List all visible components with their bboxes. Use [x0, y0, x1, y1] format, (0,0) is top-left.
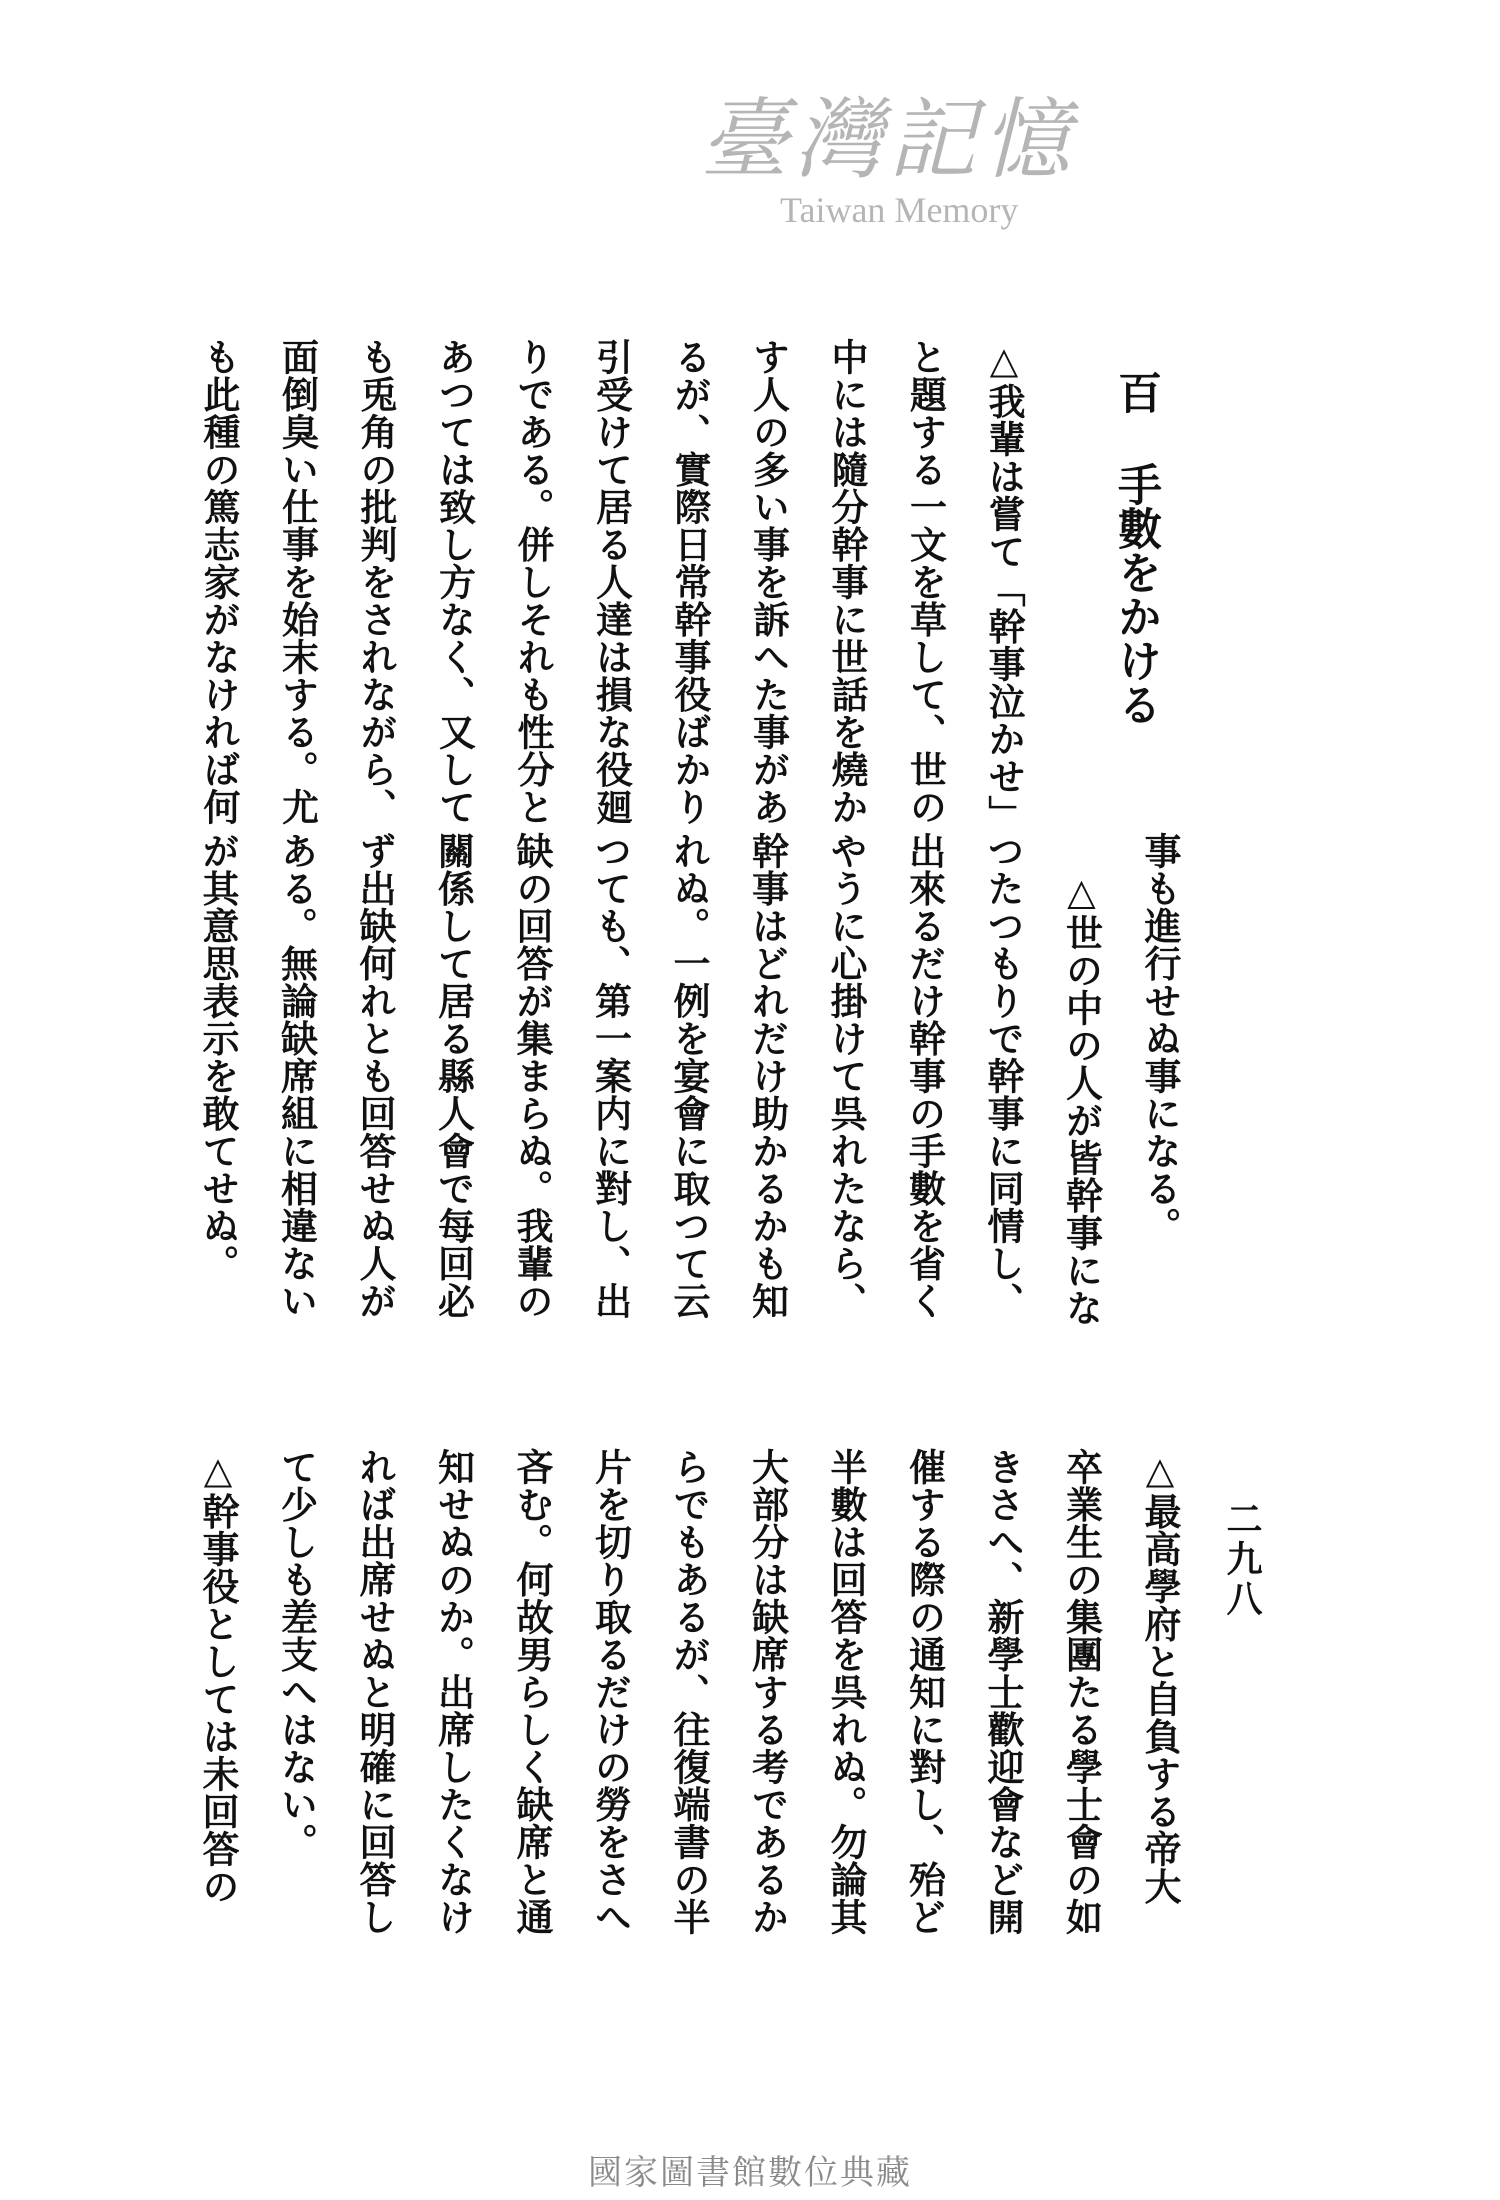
watermark-chinese: 臺灣記憶: [700, 88, 1077, 191]
footer-credit: 國家圖書館數位典藏: [588, 2153, 912, 2193]
text-column: 幹事はどれだけ助かるかも知: [745, 832, 790, 1320]
text-column: も此種の篤志家がなければ何: [197, 338, 241, 826]
text-column: つても、第一案内に對し、出: [588, 832, 633, 1320]
text-column: 中には隨分幹事に世話を燒か: [825, 338, 869, 826]
text-column: 關係して居る縣人會で每回必: [431, 832, 476, 1320]
text-column: す人の多い事を訴へた事があ: [746, 338, 791, 826]
text-column: て少しも差支へはない。: [274, 1448, 319, 1861]
text-column: やうに心掛けて呉れたなら、: [824, 832, 868, 1320]
text-column: 催する際の通知に對し、殆ど: [902, 1448, 947, 1936]
text-column: 卒業生の集團たる學士會の如: [1059, 1448, 1104, 1936]
text-column: らでもあるが、往復端書の半: [667, 1448, 711, 1936]
text-column: 半數は回答を呉れぬ。勿論其: [824, 1448, 868, 1936]
text-column: も兎角の批判をされながら、: [354, 338, 398, 826]
text-column: △我輩は嘗て「幹事泣かせ」: [982, 338, 1026, 833]
text-column: 出來るだけ幹事の手數を省く: [902, 832, 947, 1320]
page-number: 二九八: [1221, 1500, 1263, 1620]
text-column: 引受けて居る人達は損な役廻: [589, 338, 634, 826]
section-title-text: 手數をかける: [1110, 462, 1161, 726]
text-column: あつては致し方なく、又して: [432, 338, 477, 826]
text-column: が其意思表示を敢てせぬ。: [196, 832, 240, 1282]
text-column: りである。併しそれも性分と: [511, 338, 555, 826]
text-column: 大部分は缺席する考であるか: [745, 1448, 790, 1936]
watermark-english: Taiwan Memory: [780, 190, 1019, 230]
text-column: △最高學府と自負する帝大: [1138, 1448, 1182, 1905]
text-column: 片を切り取るだけの勞をさへ: [588, 1448, 633, 1936]
section-title: [1110, 370, 1160, 726]
watermark: [700, 90, 1076, 230]
text-column: ある。無論缺席組に相違ない: [274, 832, 319, 1320]
text-column: るが、實際日常幹事役ばかり: [668, 338, 712, 826]
text-column: 缺の回答が集まらぬ。我輩の: [510, 832, 554, 1320]
text-column: △幹事役としては未回答の: [196, 1448, 240, 1905]
text-column: れば出席せぬと明確に回答し: [353, 1448, 397, 1936]
text-block-top: [180, 338, 1044, 833]
text-column: ず出缺何れとも回答せぬ人が: [353, 832, 397, 1320]
text-column: △世の中の人が皆幹事にな: [1059, 832, 1104, 1327]
text-column: 面倒臭い仕事を始末する。尤: [275, 338, 320, 826]
text-column: つたつもりで幹事に同情し、: [981, 832, 1025, 1320]
text-column: きさへ、新學士歡迎會など開: [981, 1448, 1025, 1936]
text-column: 知せぬのか。出席したくなけ: [431, 1448, 476, 1936]
text-column: れぬ。一例を宴會に取つて云: [667, 832, 711, 1320]
text-block-bottom: [179, 1448, 1200, 1936]
text-column: 事も進行せぬ事になる。: [1138, 832, 1182, 1245]
text-block-middle: [179, 832, 1200, 1332]
section-number: 百: [1110, 370, 1161, 414]
text-column: 吝む。何故男らしく缺席と通: [510, 1448, 554, 1936]
text-column: と題する一文を草して、世の: [903, 338, 948, 826]
